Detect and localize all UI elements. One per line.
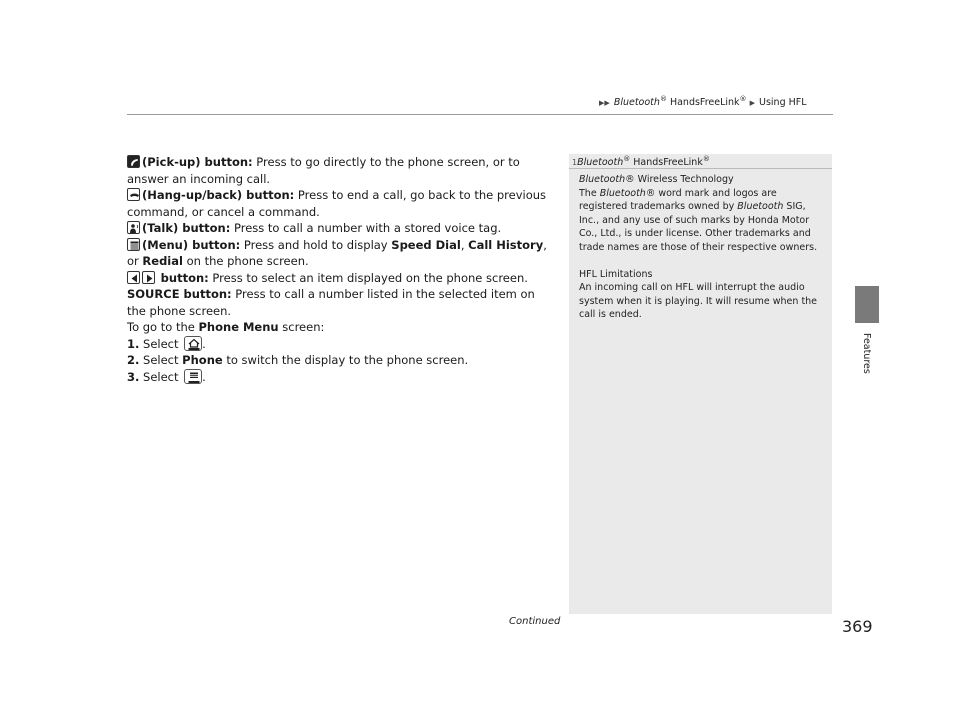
breadcrumb-arrow-icon: ▶▶: [599, 99, 610, 108]
step-text: Select: [139, 336, 183, 351]
breadcrumb: [599, 95, 807, 108]
phone-option: Phone: [182, 353, 223, 367]
page-number: 369: [842, 617, 873, 636]
step-text-end: to switch the display to the phone screen.: [222, 353, 469, 367]
step-1: [127, 336, 555, 353]
note-number: 1: [572, 158, 578, 168]
hangup-phone-icon: [127, 188, 140, 201]
breadcrumb-handsfreelink: HandsFreeLink: [666, 97, 740, 109]
goto-suffix: screen:: [278, 320, 325, 334]
talk-voice-icon: [127, 221, 140, 234]
hfl-limitations-heading: HFL Limitations: [579, 268, 653, 280]
menu-label: (Menu) button:: [142, 237, 241, 252]
speed-dial-option: Speed Dial: [391, 237, 461, 252]
step-number: 3.: [127, 369, 140, 384]
hangup-item: [127, 187, 555, 220]
trademark-paragraph: [579, 187, 826, 255]
call-history-option: Call History: [468, 237, 544, 252]
hangup-label: (Hang-up/back) button:: [142, 188, 295, 202]
breadcrumb-bluetooth: Bluetooth: [613, 97, 660, 109]
sidebar-body: [579, 173, 826, 322]
registered-mark: ®: [659, 95, 667, 103]
section-label: Features: [861, 333, 872, 374]
bt-italic: Bluetooth: [579, 174, 626, 185]
sidebar-title-handsfreelink: HandsFreeLink: [630, 157, 703, 169]
pickup-phone-icon: [127, 155, 140, 168]
redial-option: Redial: [142, 254, 183, 268]
paragraph-gap: [579, 254, 826, 268]
talk-item: [127, 220, 555, 237]
pickup-label: (Pick-up) button:: [142, 155, 253, 169]
sidebar-divider: [569, 168, 832, 169]
step-text: Select: [139, 369, 183, 384]
left-arrow-icon: [127, 271, 140, 284]
wireless-heading-text: ® Wireless Technology: [625, 174, 734, 185]
goto-prefix: To go to the: [127, 320, 199, 334]
main-content: [127, 154, 555, 385]
step-3: [127, 369, 555, 386]
arrows-text: Press to select an item displayed on the phone screen.: [208, 270, 528, 285]
right-arrow-icon: [142, 271, 155, 284]
phone-menu-label: Phone Menu: [198, 320, 279, 334]
step-2: [127, 352, 555, 369]
step-number: 1.: [127, 336, 140, 351]
menu-icon: [184, 369, 202, 384]
period: .: [202, 336, 206, 351]
arrows-item: [127, 270, 555, 287]
menu-list-icon: [127, 238, 140, 251]
bt-italic: Bluetooth: [599, 187, 646, 199]
tm-text: ® word mark and logos are registered trademarks owned by: [579, 187, 777, 212]
wireless-heading: [579, 173, 826, 187]
menu-item: [127, 237, 555, 270]
step-number: 2.: [127, 353, 140, 367]
pickup-text: Press to go directly to the phone screen, or to answer an incoming call.: [127, 155, 520, 186]
continued-label: Continued: [509, 616, 561, 627]
registered-mark: ®: [739, 95, 747, 103]
sidebar-title-bluetooth: Bluetooth: [577, 157, 624, 169]
talk-label: (Talk) button:: [142, 221, 231, 235]
source-text: Press to call a number listed in the selected item on the phone screen.: [127, 287, 535, 318]
hangup-text: Press to end a call, go back to the previous command, or cancel a command.: [127, 188, 547, 219]
menu-text: Press and hold to display: [240, 237, 392, 252]
arrows-label: button:: [160, 270, 209, 285]
breadcrumb-arrow-icon: ▶: [749, 99, 755, 108]
tm-text: The: [579, 187, 600, 199]
registered-mark: ®: [702, 155, 710, 163]
separator: ,: [460, 237, 469, 252]
sidebar-title: [572, 155, 710, 168]
hfl-limitations-text: An incoming call on HFL will interrupt the audio system when it is playing. It will resume when the call is ended.: [579, 282, 818, 320]
source-label: SOURCE button:: [127, 287, 232, 301]
home-icon: [184, 336, 202, 351]
breadcrumb-using-hfl: Using HFL: [759, 97, 807, 109]
section-tab: [855, 286, 879, 323]
header-divider: [127, 114, 833, 115]
goto-instruction: [127, 319, 555, 336]
separator: , or: [127, 237, 547, 268]
tm-text: SIG, Inc., and any use of such marks by Honda Motor Co., Ltd., is under license. Other trademarks and trade names are those of their respective owners.: [579, 201, 818, 253]
pickup-item: [127, 154, 555, 187]
registered-mark: ®: [623, 155, 631, 163]
source-item: [127, 286, 555, 319]
menu-text-end: on the phone screen.: [182, 254, 309, 268]
bt-italic: Bluetooth: [737, 201, 784, 212]
period: .: [202, 369, 206, 384]
step-text: Select: [139, 353, 183, 367]
talk-text: Press to call a number with a stored voice tag.: [230, 221, 502, 235]
